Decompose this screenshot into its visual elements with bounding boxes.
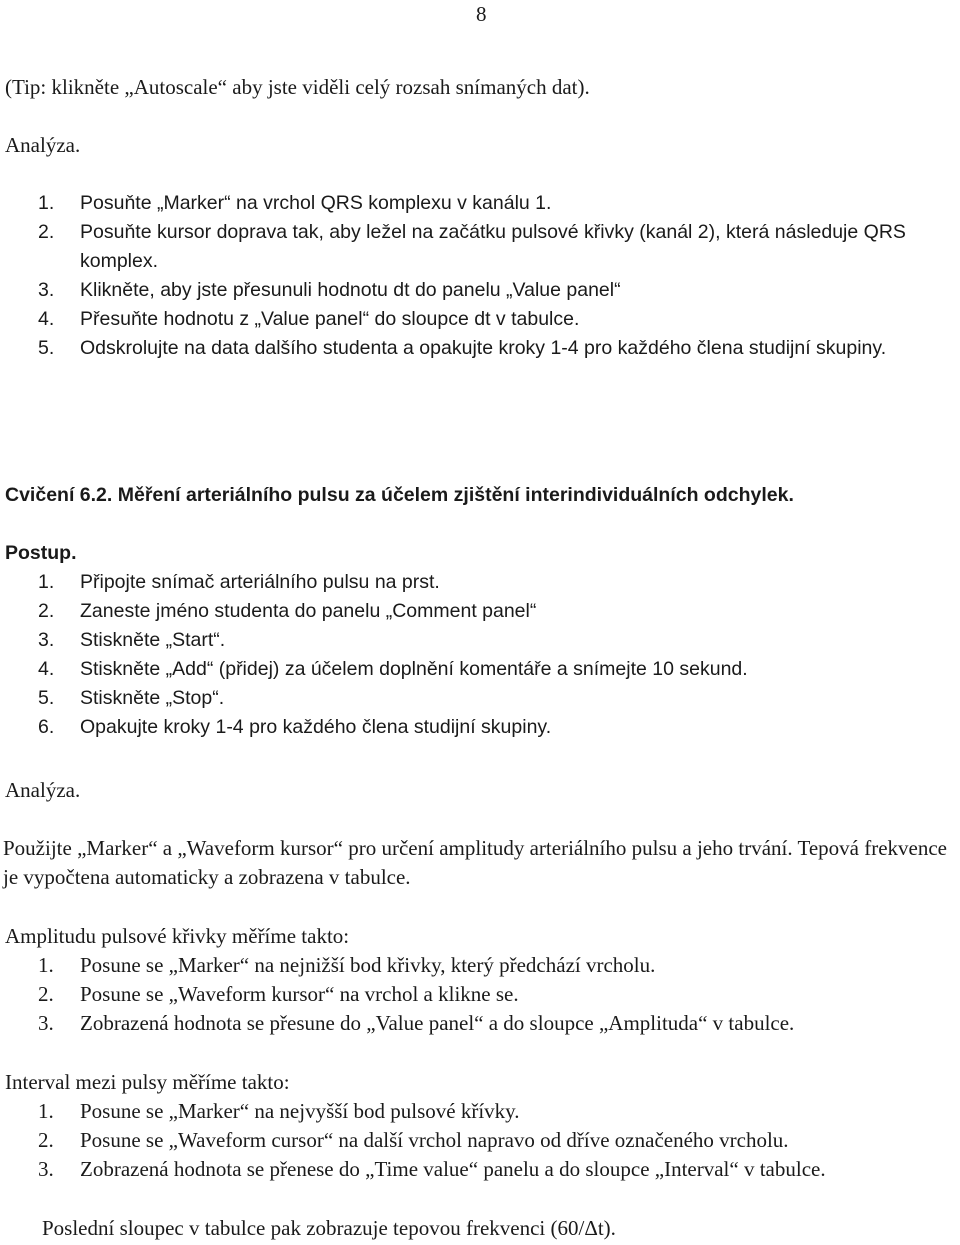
list-item-number: 6. xyxy=(38,716,55,738)
list-item xyxy=(38,568,953,597)
list-item-number: 5. xyxy=(38,687,55,709)
tip-paragraph: (Tip: klikněte „Autoscale“ aby jste viděli celý rozsah snímaných dat). xyxy=(5,75,590,99)
list-item-number: 2. xyxy=(38,221,55,243)
list-item-number: 3. xyxy=(38,1011,54,1035)
list-item-number: 2. xyxy=(38,1128,54,1152)
list-item xyxy=(38,276,953,305)
list-item-text: Posune se „Waveform cursor“ na další vrchol napravo od dříve označeného vrcholu. xyxy=(80,1128,789,1152)
list-item-number: 2. xyxy=(38,982,54,1006)
list-item xyxy=(38,1126,953,1155)
procedure-heading: Postup. xyxy=(5,542,77,564)
list-item-number: 1. xyxy=(38,953,54,977)
list-item-text: Posune se „Marker“ na nejvyšší bod pulsové křívky. xyxy=(80,1099,520,1123)
list-item xyxy=(38,655,953,684)
list-item xyxy=(38,684,953,713)
list-item-number: 3. xyxy=(38,629,55,651)
list-item-text: Stiskněte „Stop“. xyxy=(80,687,225,709)
list-item-number: 3. xyxy=(38,279,55,301)
analysis-heading-1: Analýza. xyxy=(5,133,81,157)
exercise-heading: Cvičení 6.2. Měření arteriálního pulsu za účelem zjištění interindividuálních odchylek. xyxy=(5,484,794,506)
list-item-text: Posuňte kursor doprava tak, aby ležel na začátku pulsové křivky (kanál 2), která následuje QRS komplex. xyxy=(80,221,906,272)
list-item-text: Posuňte „Marker“ na vrchol QRS komplexu v kanálu 1. xyxy=(80,192,552,214)
list-item-text: Klikněte, aby jste přesunuli hodnotu dt do panelu „Value panel“ xyxy=(80,279,621,301)
list-item-text: Stiskněte „Add“ (přidej) za účelem doplnění komentáře a snímejte 10 sekund. xyxy=(80,658,748,680)
list-item-number: 2. xyxy=(38,600,55,622)
list-item xyxy=(38,713,953,742)
interval-footer: Poslední sloupec v tabulce pak zobrazuje tepovou frekvenci (60/Δt). xyxy=(42,1216,616,1240)
list-item xyxy=(38,626,953,655)
page-number: 8 xyxy=(476,2,487,26)
list-item-text: Odskrolujte na data dalšího studenta a opakujte kroky 1-4 pro každého člena studijní skupiny. xyxy=(80,337,887,359)
list-item-number: 5. xyxy=(38,337,55,359)
list-item-text: Posune se „Waveform kursor“ na vrchol a klikne se. xyxy=(80,982,519,1006)
list-item-text: Zobrazená hodnota se přesune do „Value panel“ a do sloupce „Amplituda“ v tabulce. xyxy=(80,1011,795,1035)
amplitude-steps-list xyxy=(38,951,953,1038)
procedure-steps-list xyxy=(38,568,953,742)
list-item xyxy=(38,1155,910,1184)
interval-steps-list xyxy=(38,1097,953,1184)
list-item-number: 4. xyxy=(38,658,55,680)
list-item-text: Přesuňte hodnotu z „Value panel“ do sloupce dt v tabulce. xyxy=(80,308,580,330)
list-item xyxy=(38,597,953,626)
analysis-steps-list xyxy=(38,189,953,363)
list-item-number: 1. xyxy=(38,192,55,214)
list-item-text: Zobrazená hodnota se přenese do „Time value“ panelu a do sloupce „Interval“ v tabulce. xyxy=(80,1157,826,1181)
list-item-number: 1. xyxy=(38,571,55,593)
list-item-text: Zaneste jméno studenta do panelu „Comment panel“ xyxy=(80,600,537,622)
interval-heading: Interval mezi pulsy měříme takto: xyxy=(5,1070,290,1094)
list-item xyxy=(38,305,953,334)
list-item-number: 4. xyxy=(38,308,55,330)
list-item xyxy=(38,951,953,980)
list-item xyxy=(38,1097,953,1126)
list-item xyxy=(38,189,953,218)
list-item-text: Opakujte kroky 1-4 pro každého člena studijní skupiny. xyxy=(80,716,552,738)
list-item-number: 1. xyxy=(38,1099,54,1123)
list-item xyxy=(38,980,953,1009)
list-item xyxy=(38,218,953,276)
list-item xyxy=(38,1009,953,1038)
analysis-heading-2: Analýza. xyxy=(5,778,81,802)
list-item xyxy=(38,334,953,363)
list-item-number: 3. xyxy=(38,1157,54,1181)
amplitude-heading: Amplitudu pulsové křivky měříme takto: xyxy=(5,924,350,948)
list-item-text: Připojte snímač arteriálního pulsu na prst. xyxy=(80,571,440,593)
list-item-text: Posune se „Marker“ na nejnižší bod křivky, který předchází vrcholu. xyxy=(80,953,656,977)
list-item-text: Stiskněte „Start“. xyxy=(80,629,226,651)
analysis-intro-paragraph: Použijte „Marker“ a „Waveform kursor“ pro určení amplitudy arteriálního pulsu a jeho trvání. Tepová frekvence je vypočtena automaticky a zobrazena v tabulce. xyxy=(3,836,948,889)
